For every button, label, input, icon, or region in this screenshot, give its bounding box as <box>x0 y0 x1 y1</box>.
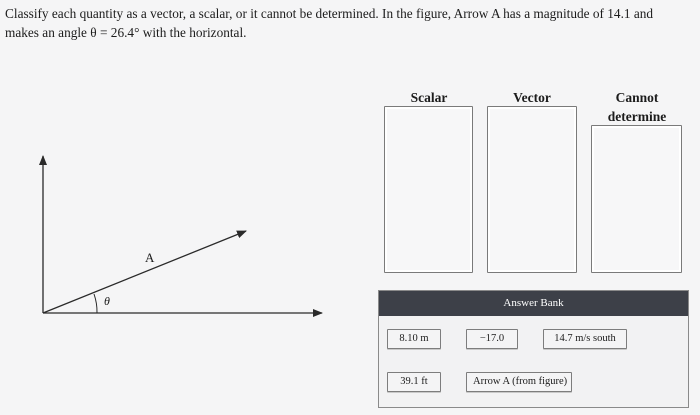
answer-chip-39-1-ft[interactable]: 39.1 ft <box>387 372 441 392</box>
answer-chip-8-10-m[interactable]: 8.10 m <box>387 329 441 349</box>
answer-bank-title: Answer Bank <box>379 291 688 316</box>
vector-heading: Vector <box>513 90 551 105</box>
answer-chip-arrow-a[interactable]: Arrow A (from figure) <box>466 372 572 392</box>
answer-chip-14-7-ms-south[interactable]: 14.7 m/s south <box>543 329 627 349</box>
theta-label: θ <box>104 294 110 308</box>
cannot-determine-drop-zone[interactable] <box>591 125 682 273</box>
vector-drop-zone[interactable] <box>487 106 577 273</box>
cannot-heading-line2: determine <box>607 109 667 124</box>
arrow-a-label: A <box>145 250 155 265</box>
answer-chip-minus-17[interactable]: −17.0 <box>466 329 518 349</box>
arrow-a <box>43 231 246 313</box>
scalar-drop-zone[interactable] <box>384 106 473 273</box>
cannot-determine-heading <box>591 88 683 126</box>
scalar-heading: Scalar <box>410 90 448 105</box>
cannot-heading-line1: Cannot <box>615 90 659 105</box>
question-text: Classify each quantity as a vector, a scalar, or it cannot be determined. In the figure, Arrow A has a magnitude of 14.1 and makes an angle θ = 26.4° with the horizontal. <box>5 6 654 40</box>
angle-arc <box>94 294 97 313</box>
